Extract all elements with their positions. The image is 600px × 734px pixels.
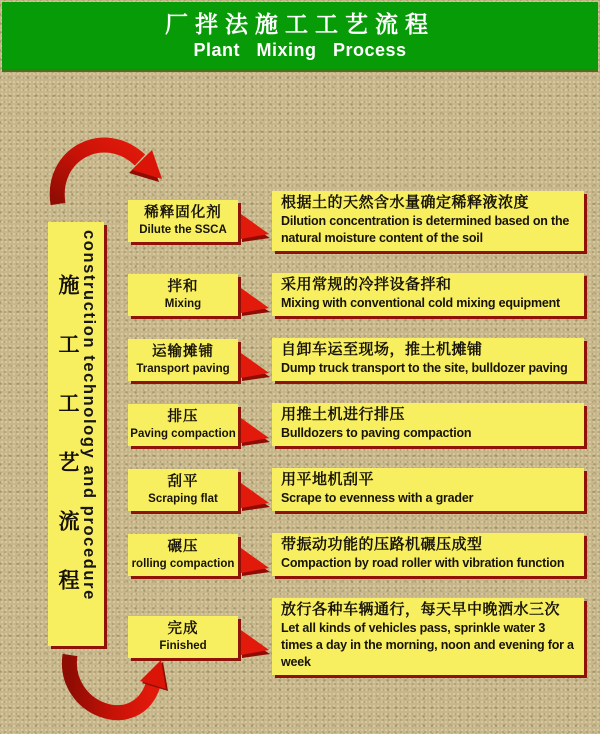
sidebar-box [48, 222, 104, 646]
step-desc-en: Let all kinds of vehicles pass, sprinkle water 3 times a day in the morning, noon and evening for a week [281, 621, 574, 669]
step-arrow-icon [241, 481, 271, 511]
step-arrow-icon [241, 286, 271, 316]
step-desc-box [272, 403, 584, 446]
step-label-zh: 碾压 [167, 538, 199, 555]
step-label-en: Scraping flat [148, 492, 218, 505]
step-desc-zh: 用推土机进行排压 [281, 406, 406, 423]
step-desc-zh: 带振动功能的压路机碾压成型 [281, 536, 483, 553]
process-row-finished [128, 598, 584, 675]
step-label-en: Finished [159, 639, 207, 652]
header [2, 2, 598, 72]
process-row-transport [128, 338, 584, 381]
step-label-box [128, 534, 238, 576]
step-desc-zh: 根据土的天然含水量确定稀释液浓度 [281, 194, 530, 211]
step-desc-zh: 自卸车运至现场，推土机摊铺 [281, 341, 483, 358]
step-desc-en: Dilution concentration is determined based on the natural moisture content of the soil [281, 214, 570, 245]
step-desc-en: Bulldozers to paving compaction [281, 426, 472, 440]
step-label-box [128, 339, 238, 381]
step-label-zh: 运输摊铺 [152, 343, 214, 360]
step-label-en: Dilute the SSCA [139, 224, 227, 236]
step-label-en: Mixing [164, 297, 202, 310]
step-arrow-icon [241, 416, 271, 446]
step-label-zh: 完成 [167, 620, 199, 637]
step-desc-en: Mixing with conventional cold mixing equipment [281, 296, 561, 310]
step-label-box [128, 469, 238, 511]
page-title-zh: 厂拌法施工工艺流程 [165, 10, 435, 37]
step-label-box [128, 200, 238, 242]
step-desc-zh: 采用常规的冷拌设备拌和 [281, 276, 452, 293]
process-row-mixing [128, 273, 584, 316]
step-desc-en: Dump truck transport to the site, bulldozer paving [281, 361, 568, 375]
step-label-en: Transport paving [136, 362, 230, 375]
step-desc-en: Compaction by road roller with vibration function [281, 556, 565, 570]
step-arrow-icon [241, 351, 271, 381]
step-label-en: Paving compaction [130, 427, 236, 440]
step-desc-box [272, 338, 584, 381]
step-label-box [128, 274, 238, 316]
step-desc-box [272, 273, 584, 316]
step-label-box [128, 616, 238, 658]
process-row-scraping [128, 468, 584, 511]
sidebar-title-zh: 施工工艺流程 [56, 274, 79, 628]
step-label-box [128, 404, 238, 446]
process-row-rolling [128, 533, 584, 576]
step-label-zh: 稀释固化剂 [144, 205, 222, 221]
step-desc-en: Scrape to evenness with a grader [281, 491, 474, 505]
step-desc-box [272, 468, 584, 511]
step-desc-box [272, 533, 584, 576]
step-arrow-icon [241, 212, 271, 242]
step-label-zh: 刮平 [167, 473, 199, 490]
step-arrow-icon [241, 628, 271, 658]
sidebar-title-en: construction technology and procedure [80, 230, 98, 601]
step-arrow-icon [241, 546, 271, 576]
process-row-paving-compaction [128, 403, 584, 446]
step-label-en: rolling compaction [131, 557, 235, 570]
step-desc-zh: 放行各种车辆通行，每天早中晚洒水三次 [281, 601, 561, 618]
step-desc-box [272, 191, 584, 251]
process-row-dilute [128, 191, 584, 251]
page-title-en: Plant Mixing Process [193, 39, 407, 60]
process-steps [128, 191, 584, 675]
step-label-zh: 排压 [167, 408, 199, 425]
step-desc-box [272, 598, 584, 675]
step-desc-zh: 用平地机刮平 [281, 471, 375, 488]
step-label-zh: 拌和 [167, 278, 199, 295]
